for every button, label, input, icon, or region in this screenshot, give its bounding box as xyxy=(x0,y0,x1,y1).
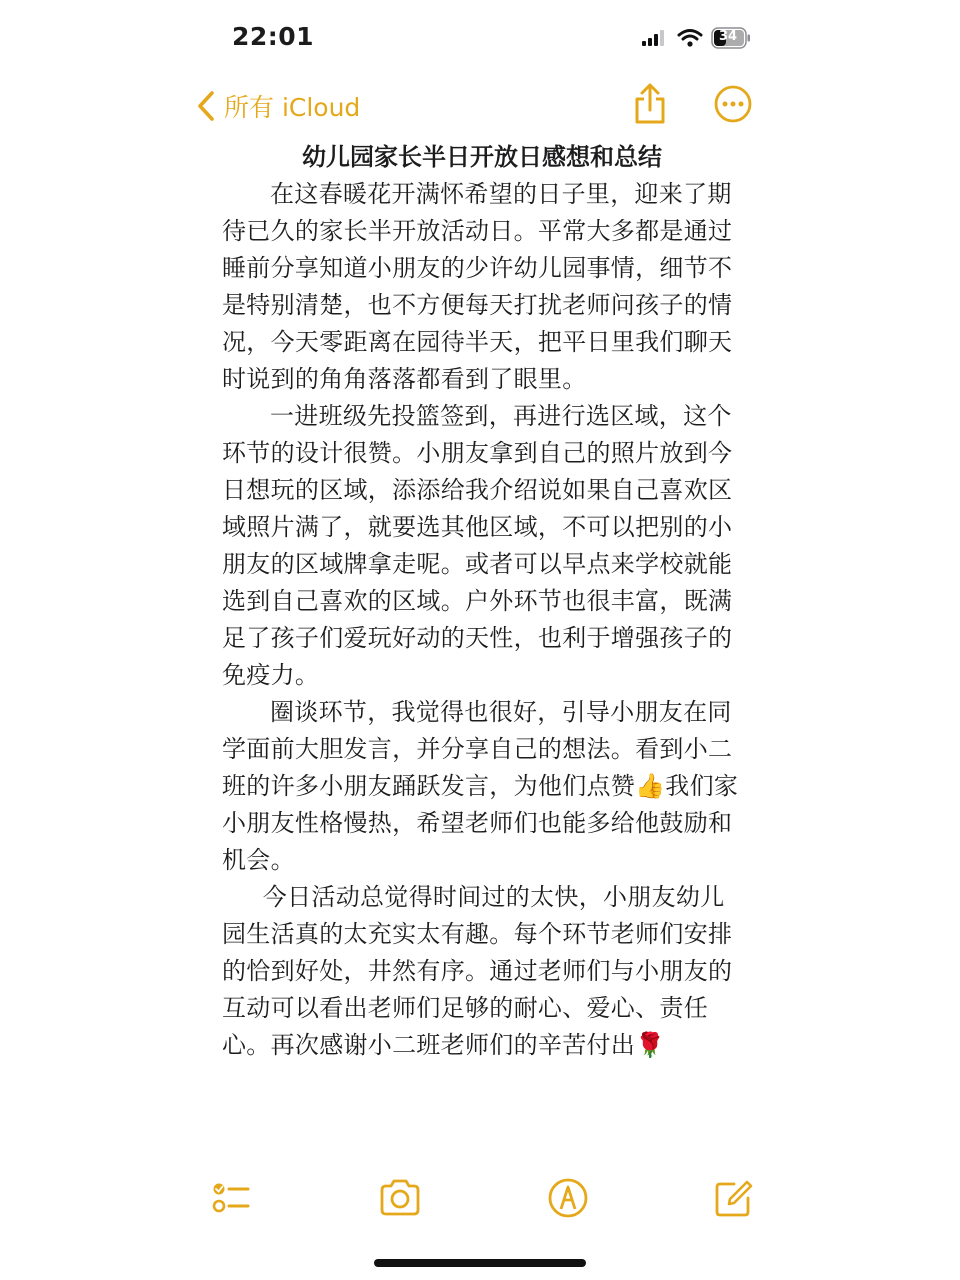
status-time: 22:01 xyxy=(232,22,315,51)
note-body[interactable] xyxy=(222,138,742,1064)
checklist-button[interactable] xyxy=(210,1176,254,1220)
note-paragraph-4: 今日活动总觉得时间过的太快，小朋友幼儿园生活真的太充实太有趣。每个环节老师们安排的恰到好处，井然有序。通过老师们与小朋友的互动可以看出老师们足够的耐心、爱心、责任心。再次感谢小二班老师们的辛苦付出🌹 xyxy=(222,883,733,1059)
more-button[interactable] xyxy=(713,84,753,124)
back-button[interactable] xyxy=(196,86,360,126)
checklist-icon xyxy=(210,1176,254,1220)
note-paragraph-3: 圈谈环节，我觉得也很好，引导小朋友在同学面前大胆发言，并分享自己的想法。看到小二班的许多小朋友踊跃发言，为他们点赞👍我们家小朋友性格慢热，希望老师们也能多给他鼓励和机会。 xyxy=(222,698,739,874)
battery-level: 34 xyxy=(718,29,738,44)
share-icon xyxy=(630,82,670,126)
note-paragraph-2: 一进班级先投篮签到，再进行选区域，这个环节的设计很赞。小朋友拿到自己的照片放到今日想玩的区域，添添给我介绍说如果自己喜欢区域照片满了，就要选其他区域，不可以把别的小朋友的区域牌拿走呢。或者可以早点来学校就能选到自己喜欢的区域。户外环节也很丰富，既满足了孩子们爱玩好动的天性，也利于增强孩子的免疫力。 xyxy=(222,402,733,689)
home-indicator[interactable] xyxy=(374,1259,586,1267)
markup-button[interactable] xyxy=(546,1176,590,1220)
markup-pen-icon xyxy=(546,1176,590,1220)
status-bar xyxy=(0,0,960,72)
cellular-signal-icon xyxy=(640,28,670,48)
more-ellipsis-icon xyxy=(713,84,753,124)
compose-button[interactable] xyxy=(712,1176,756,1220)
share-button[interactable] xyxy=(630,82,670,126)
wifi-icon xyxy=(677,28,703,48)
chevron-left-icon xyxy=(196,90,216,122)
camera-button[interactable] xyxy=(378,1176,422,1220)
nav-bar xyxy=(0,80,960,130)
note-paragraph-1: 在这春暖花开满怀希望的日子里，迎来了期待已久的家长半开放活动日。平常大多都是通过睡前分享知道小朋友的少许幼儿园事情，细节不是特别清楚，也不方便每天打扰老师问孩子的情况，今天零距离在园待半天，把平日里我们聊天时说到的角角落落都看到了眼里。 xyxy=(222,180,733,393)
compose-icon xyxy=(712,1176,756,1220)
back-label: 所有 iCloud xyxy=(224,93,361,122)
camera-icon xyxy=(378,1176,422,1220)
note-title: 幼儿园家长半日开放日感想和总结 xyxy=(302,143,662,171)
bottom-toolbar xyxy=(0,1170,960,1230)
